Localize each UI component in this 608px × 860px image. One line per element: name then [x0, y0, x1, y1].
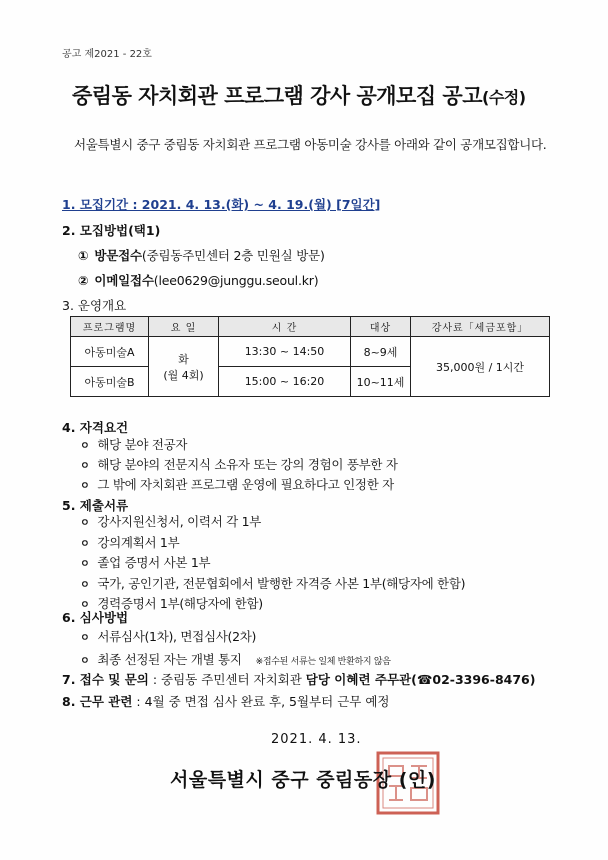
list-item: ㅇ 강사지원신청서, 이력서 각 1부 [80, 513, 465, 534]
table-header-row [71, 317, 550, 337]
list-item: ㅇ 해당 분야의 전문지식 소유자 또는 강의 경험이 풍부한 자 [80, 456, 398, 476]
overview-table [70, 316, 550, 397]
method-heading: 2. 모집방법(택1) [62, 223, 161, 238]
table-row [71, 337, 550, 367]
page-title [72, 80, 526, 110]
cell-program: 아동미술A [71, 337, 149, 367]
list-item: ㅇ 서류심사(1차), 면접심사(2차) [80, 626, 391, 649]
cell-time: 15:00 ~ 16:20 [219, 367, 351, 397]
list-item: ㅇ 졸업 증명서 사본 1부 [80, 554, 465, 575]
cell-fee: 35,000원 / 1시간 [411, 337, 550, 397]
col-program: 프로그램명 [71, 317, 149, 337]
list-item: ㅇ 해당 분야 전공자 [80, 436, 398, 456]
documents-list [80, 513, 465, 616]
list-item: ㅇ 국가, 공인기관, 전문협회에서 발행한 자격증 사본 1부(해당자에 한함) [80, 575, 465, 596]
list-item: ㅇ 그 밖에 자치회관 프로그램 운영에 필요하다고 인정한 자 [80, 476, 398, 496]
review-note: ※접수된 서류는 일체 반환하지 않음 [255, 657, 391, 667]
intro-paragraph: 서울특별시 중구 중림동 자치회관 프로그램 아동미술 강사를 아래와 같이 공개모집합니다. [74, 137, 547, 152]
col-day: 요 일 [149, 317, 219, 337]
title-main: 중림동 자치회관 프로그램 강사 공개모집 공고 [72, 84, 482, 108]
list-item: ㅇ 강의계획서 1부 [80, 534, 465, 555]
col-fee: 강사료「세금포함」 [411, 317, 550, 337]
cell-day: 화 (월 4회) [149, 337, 219, 397]
seal-mark: (인) [398, 769, 436, 791]
list-item: ㅇ 경력증명서 1부(해당자에 한함) [80, 595, 465, 616]
cell-time: 13:30 ~ 14:50 [219, 337, 351, 367]
method-option-visit: ① 방문접수(중림동주민센터 2층 민원실 방문) [78, 248, 325, 263]
col-target: 대상 [351, 317, 411, 337]
review-heading: 6. 심사방법 [62, 610, 129, 625]
signer-name: 서울특별시 중구 중림동장 (인) [170, 769, 436, 791]
notice-number: 공고 제2021 - 22호 [62, 49, 152, 60]
recruit-period: 1. 모집기간 : 2021. 4. 13.(화) ~ 4. 19.(월) [7일간] [62, 197, 381, 212]
cell-program: 아동미술B [71, 367, 149, 397]
col-time: 시 간 [219, 317, 351, 337]
method-option-email: ② 이메일접수(lee0629@junggu.seoul.kr) [78, 273, 319, 288]
overview-heading: 3. 운영개요 [62, 298, 127, 313]
documents-heading: 5. 제출서류 [62, 498, 129, 513]
qualification-list [80, 436, 398, 496]
qualification-heading: 4. 자격요건 [62, 420, 129, 435]
title-suffix: (수정) [482, 88, 526, 107]
cell-target: 10~11세 [351, 367, 411, 397]
issue-date: 2021. 4. 13. [271, 732, 362, 747]
list-item: ㅇ 최종 선정된 자는 개별 통지 ※접수된 서류는 일체 반환하지 않음 [80, 649, 391, 673]
cell-target: 8~9세 [351, 337, 411, 367]
review-list [80, 626, 391, 673]
work-line: 8. 근무 관련 : 4월 중 면접 심사 완료 후, 5월부터 근무 예정 [62, 694, 390, 709]
contact-line: 7. 접수 및 문의 : 중림동 주민센터 자치회관 담당 이혜련 주무관(☎02-3396-8476) [62, 672, 536, 687]
